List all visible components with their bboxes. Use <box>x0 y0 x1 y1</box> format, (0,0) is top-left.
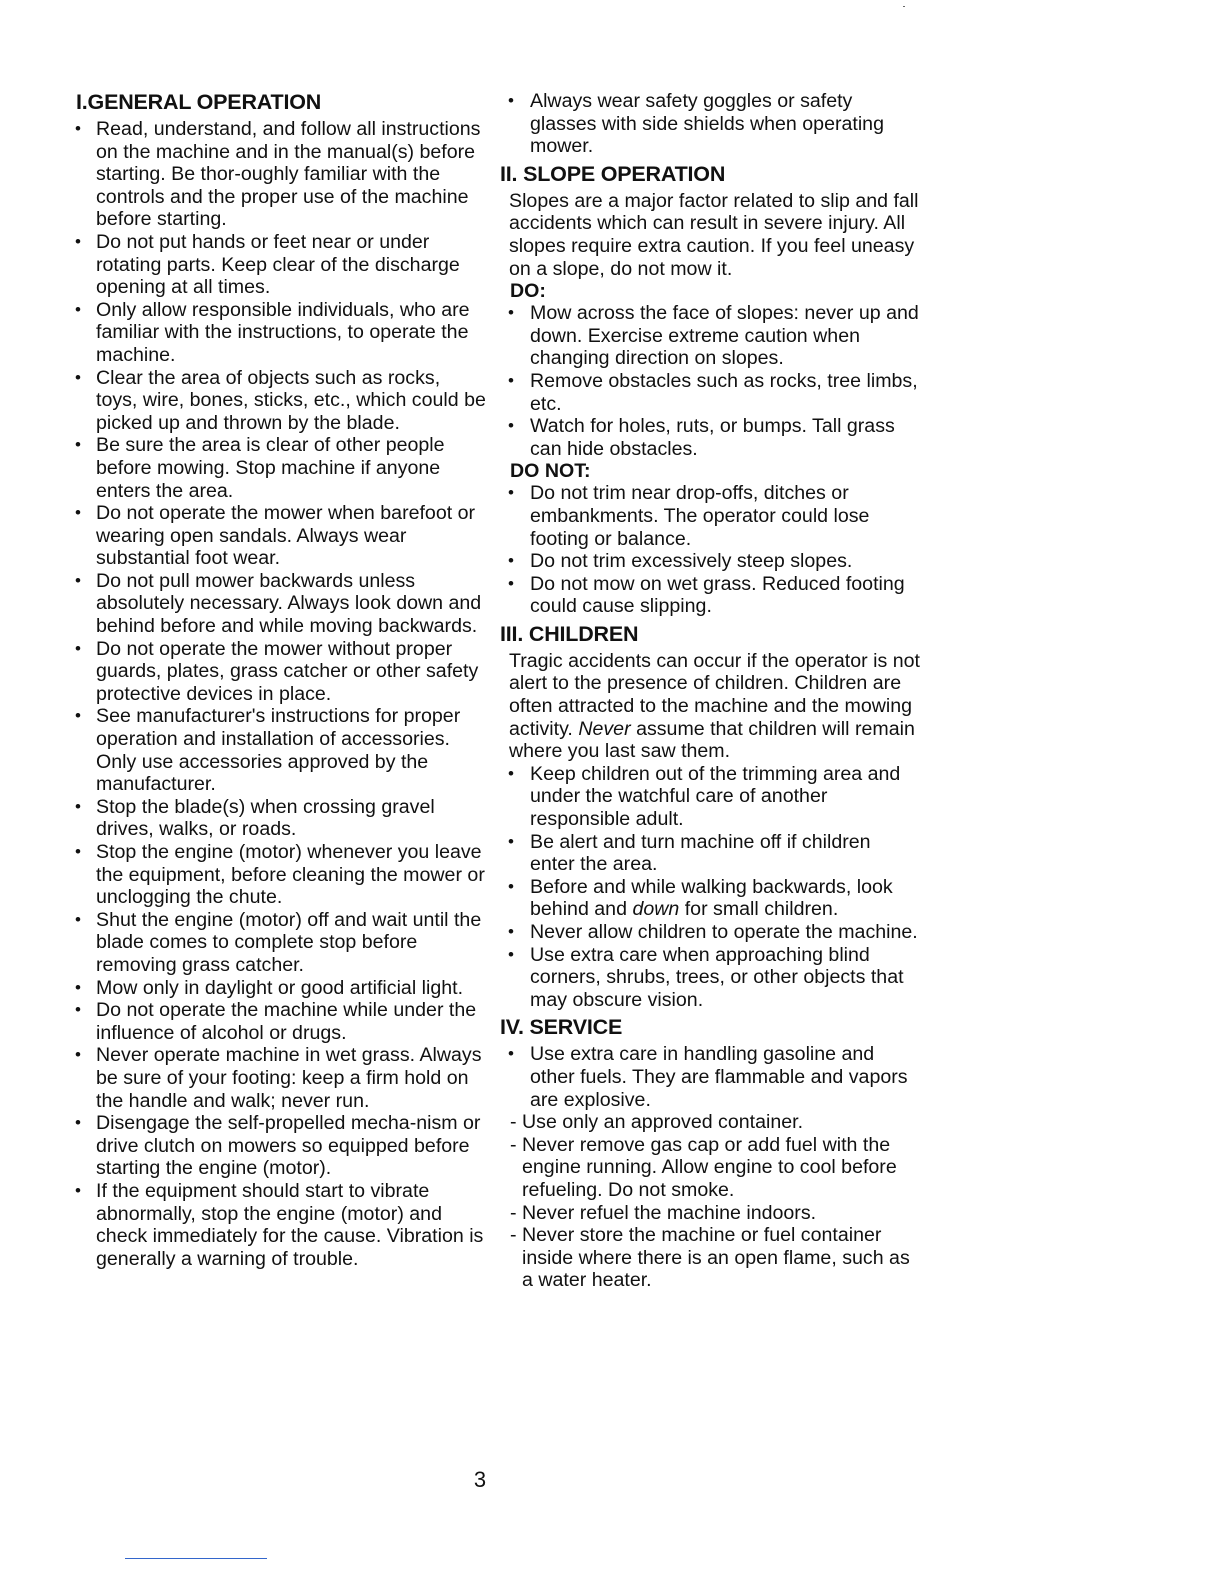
list-item: • Only allow responsible individuals, who are familiar with the instructions, to operate the machine. <box>66 299 486 367</box>
footer-rule <box>125 1558 267 1559</box>
list-item: • Do not operate the machine while under the influence of alcohol or drugs. <box>66 999 486 1044</box>
right-column <box>500 90 920 1292</box>
goggles-list <box>500 90 920 158</box>
list-item: • If the equipment should start to vibrate abnormally, stop the engine (motor) and check immediately for the cause. Vibration is generally a warning of trouble. <box>66 1180 486 1270</box>
general-operation-list <box>66 118 486 1270</box>
list-item: • Do not pull mower backwards unless absolutely necessary. Always look down and behind before and while moving backwards. <box>66 570 486 638</box>
list-item: • Watch for holes, ruts, or bumps. Tall grass can hide obstacles. <box>500 415 920 460</box>
list-item: • Use extra care in handling gasoline and other fuels. They are flammable and vapors are explosive. <box>500 1043 920 1111</box>
down-emphasis: down <box>632 898 680 921</box>
list-item: • Shut the engine (motor) off and wait until the blade comes to complete stop before removing grass catcher. <box>66 909 486 977</box>
list-item: • Remove obstacles such as rocks, tree limbs, etc. <box>500 370 920 415</box>
service-list <box>500 1043 920 1111</box>
list-item: - Use only an approved container. <box>510 1111 920 1134</box>
list-item: • Do not mow on wet grass. Reduced footing could cause slipping. <box>500 573 920 618</box>
list-item: • Never allow children to operate the machine. <box>500 921 920 944</box>
list-item: • Be alert and turn machine off if children enter the area. <box>500 831 920 876</box>
list-item: • Read, understand, and follow all instructions on the machine and in the manual(s) before starting. Be thor-oughly familiar with the controls and the proper use of the machine before starting. <box>66 118 486 231</box>
list-item: • Do not operate the mower when barefoot or wearing open sandals. Always wear substantial foot wear. <box>66 502 486 570</box>
list-item: • Never operate machine in wet grass. Always be sure of your footing: keep a firm hold on the handle and walk; never run. <box>66 1044 486 1112</box>
service-heading: IV. SERVICE <box>500 1015 623 1040</box>
list-item: • Always wear safety goggles or safety glasses with side shields when operating mower. <box>500 90 920 158</box>
list-item: • Before and while walking backwards, look behind and down for small children. <box>500 876 920 921</box>
service-dash-list <box>500 1111 920 1292</box>
list-item: • Mow across the face of slopes: never up and down. Exercise extreme caution when changing direction on slopes. <box>500 302 920 370</box>
children-intro: Tragic accidents can occur if the operator is not alert to the presence of children. Children are often attracted to the machine and the mowing activity. Never assume that children will remain where you last saw them. <box>509 649 920 763</box>
children-heading: III. CHILDREN <box>500 621 639 646</box>
list-item: • Do not trim near drop-offs, ditches or embankments. The operator could lose footing or balance. <box>500 482 920 550</box>
do-label: DO: <box>510 280 546 303</box>
list-item: - Never store the machine or fuel container inside where there is an open flame, such as a water heater. <box>510 1224 920 1292</box>
list-item: - Never refuel the machine indoors. <box>510 1202 920 1225</box>
do-not-list <box>500 482 920 618</box>
list-item: • Do not operate the mower without proper guards, plates, grass catcher or other safety protective devices in place. <box>66 638 486 706</box>
list-item: • Be sure the area is clear of other people before mowing. Stop machine if anyone enters the area. <box>66 434 486 502</box>
list-item: • Keep children out of the trimming area and under the watchful care of another responsible adult. <box>500 763 920 831</box>
list-item: • Stop the engine (motor) whenever you leave the equipment, before cleaning the mower or unclogging the chute. <box>66 841 486 909</box>
list-item: • Disengage the self-propelled mecha-nism or drive clutch on mowers so equipped before starting the engine (motor). <box>66 1112 486 1180</box>
list-item: • Do not put hands or feet near or under rotating parts. Keep clear of the discharge opening at all times. <box>66 231 486 299</box>
slope-intro: Slopes are a major factor related to slip and fall accidents which can result in severe injury. All slopes require extra caution. If you feel uneasy on a slope, do not mow it. <box>509 189 919 280</box>
general-operation-heading: I.GENERAL OPERATION <box>76 90 322 114</box>
do-list <box>500 302 920 460</box>
list-item: • Mow only in daylight or good artificial light. <box>66 977 486 1000</box>
list-item: • See manufacturer's instructions for proper operation and installation of accessories. Only use accessories approved by the manufacturer. <box>66 705 486 795</box>
left-column <box>66 90 486 1270</box>
children-list <box>500 763 920 1012</box>
list-item: • Clear the area of objects such as rocks, toys, wire, bones, sticks, etc., which could be picked up and thrown by the blade. <box>66 367 486 435</box>
list-item: • Do not trim excessively steep slopes. <box>500 550 920 573</box>
page-number: 3 <box>473 1467 487 1492</box>
scan-speck <box>903 6 905 7</box>
slope-operation-heading: II. SLOPE OPERATION <box>500 161 726 186</box>
never-emphasis: Never <box>578 717 631 740</box>
list-item: • Stop the blade(s) when crossing gravel drives, walks, or roads. <box>66 796 486 841</box>
do-not-label: DO NOT: <box>510 460 591 483</box>
list-item: - Never remove gas cap or add fuel with the engine running. Allow engine to cool before refueling. Do not smoke. <box>510 1134 920 1202</box>
list-item: • Use extra care when approaching blind corners, shrubs, trees, or other objects that may obscure vision. <box>500 944 920 1012</box>
